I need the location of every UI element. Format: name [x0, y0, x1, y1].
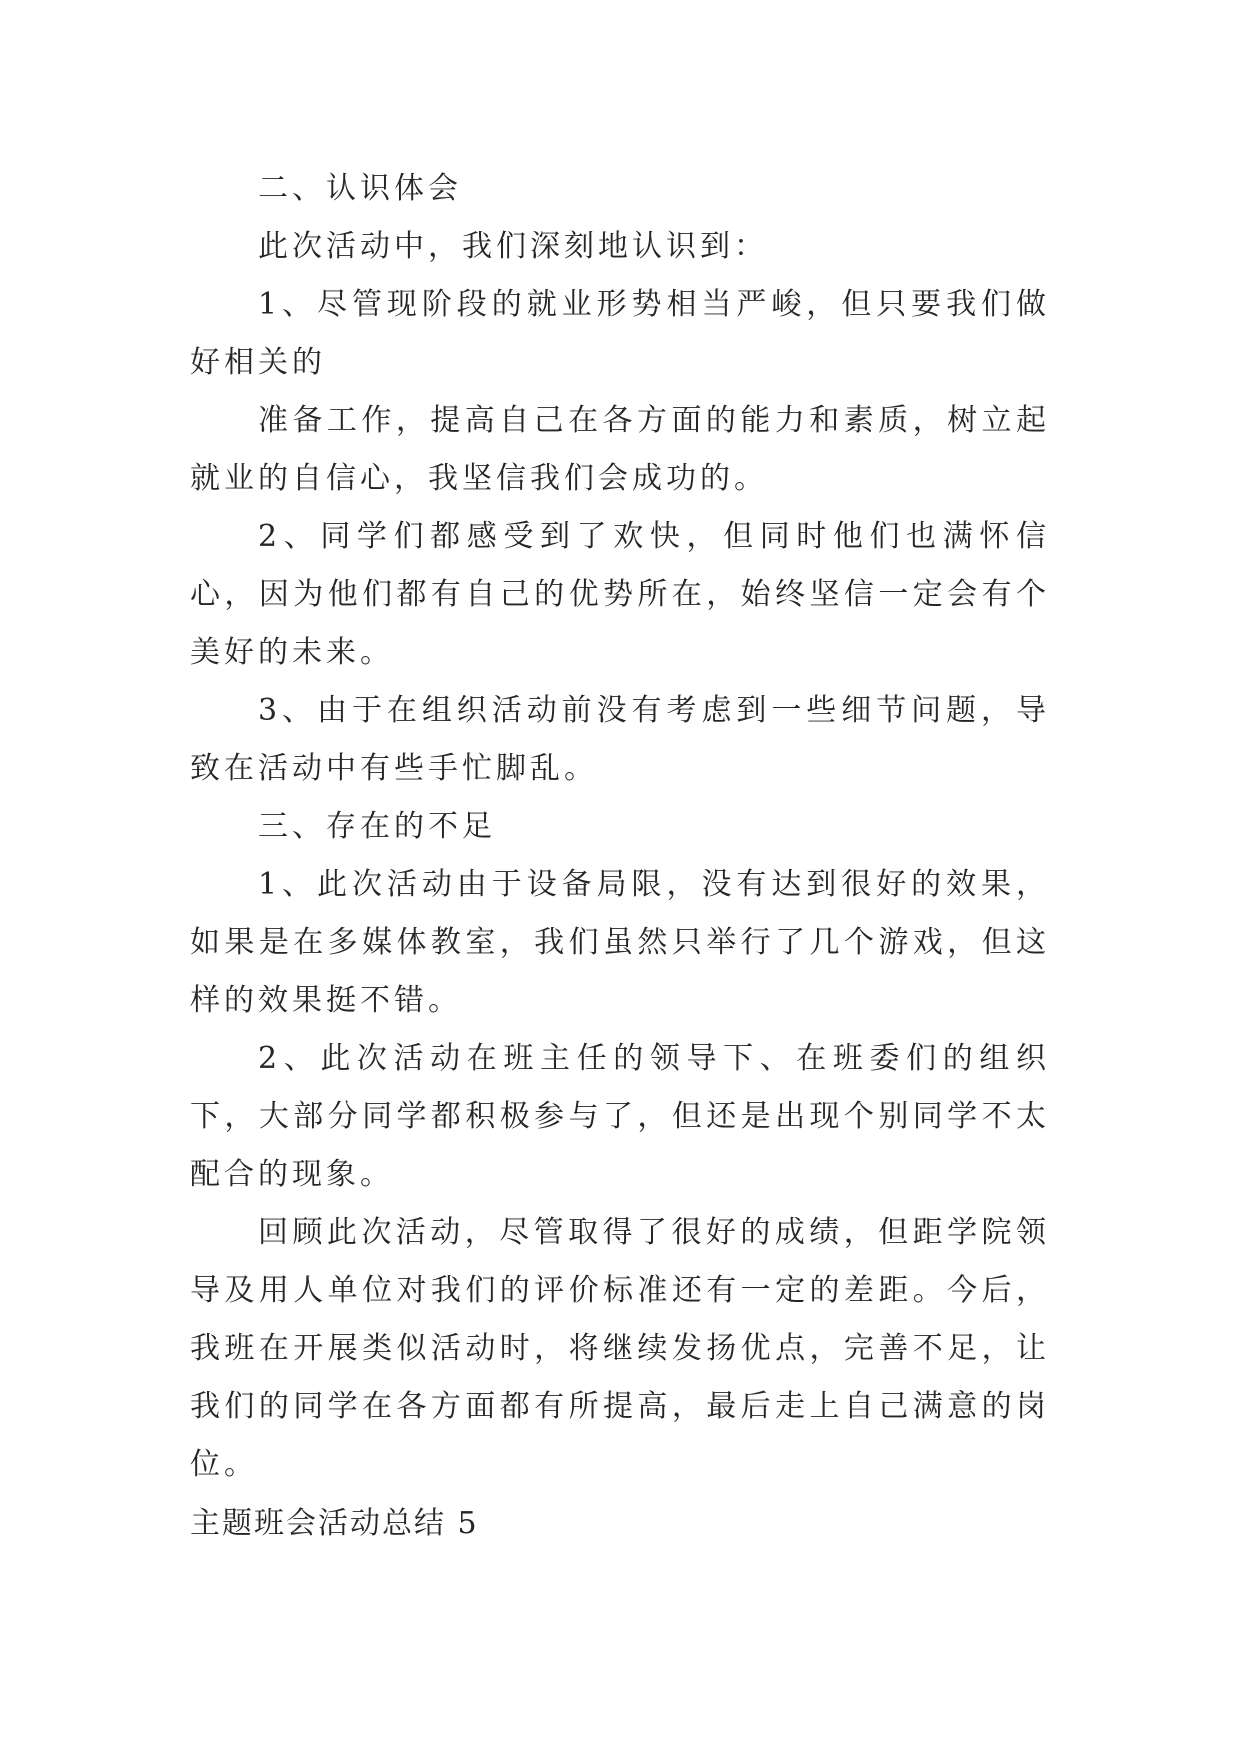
paragraph: 此次活动中，我们深刻地认识到：: [258, 229, 768, 264]
document-body: [190, 160, 1050, 1494]
paragraph: 2、同学们都感受到了欢快，但同时他们也满怀信心，因为他们都有自己的优势所在，始终坚信一定会有个美好的未来。: [190, 519, 1050, 670]
heading-shortcomings: 三、存在的不足: [258, 809, 496, 844]
paragraph: 3、由于在组织活动前没有考虑到一些细节问题，导致在活动中有些手忙脚乱。: [190, 693, 1050, 786]
paragraph: 1、尽管现阶段的就业形势相当严峻，但只要我们做好相关的: [190, 287, 1050, 380]
paragraph: 1、此次活动由于设备局限，没有达到很好的效果，如果是在多媒体教室，我们虽然只举行了几个游戏，但这样的效果挺不错。: [190, 867, 1050, 1018]
next-section-title: 主题班会活动总结 5: [190, 1506, 479, 1541]
paragraph: 2、此次活动在班主任的领导下、在班委们的组织下，大部分同学都积极参与了，但还是出现个别同学不太配合的现象。: [190, 1041, 1050, 1192]
paragraph: 回顾此次活动，尽管取得了很好的成绩，但距学院领导及用人单位对我们的评价标准还有一定的差距。今后，我班在开展类似活动时，将继续发扬优点，完善不足，让我们的同学在各方面都有所提高，最后走上自己满意的岗位。: [190, 1215, 1050, 1482]
heading-recognition: 二、认识体会: [258, 171, 462, 206]
paragraph: 准备工作，提高自己在各方面的能力和素质，树立起就业的自信心，我坚信我们会成功的。: [190, 403, 1050, 496]
